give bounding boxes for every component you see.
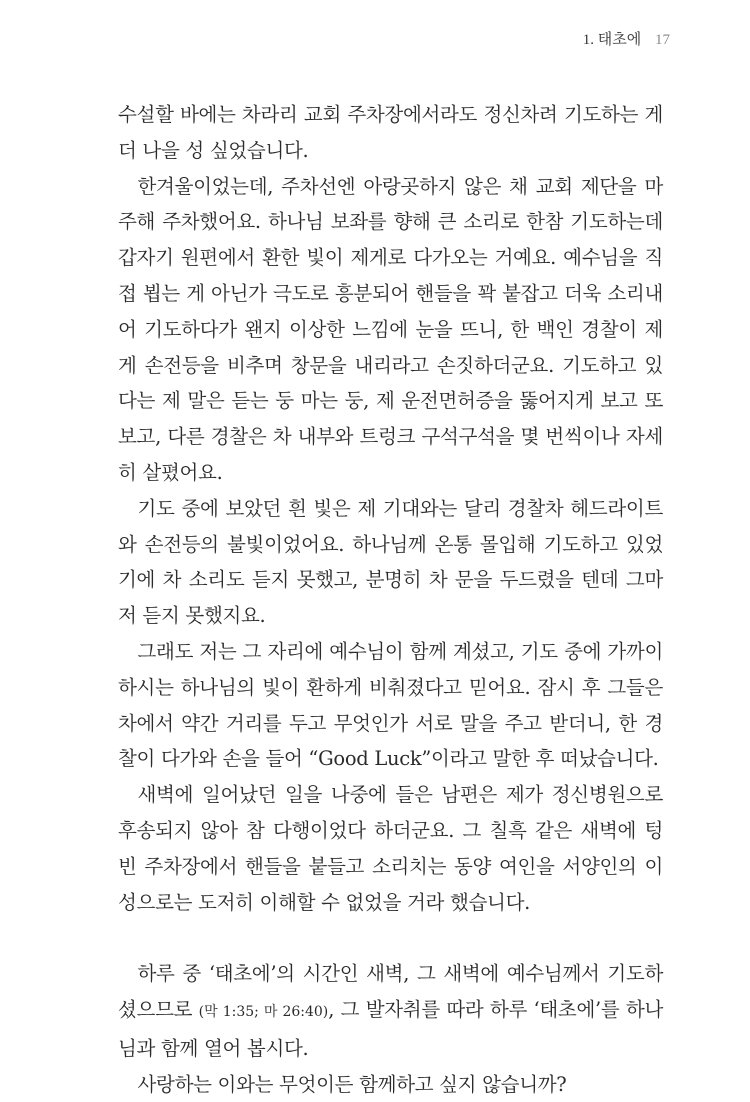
paragraph: 새벽에 일어났던 일을 나중에 들은 남편은 제가 정신병원으로 후송되지 않아 참 다행이었다 하더군요. 그 칠흑 같은 새벽에 텅 빈 주차장에서 핸들을 붙들고 소리치는 동양 여인을 서양인의 이성으로는 도저히 이해할 수 없었을 거라 했습니다.	[118, 783, 663, 914]
paragraph: 기도 중에 보았던 흰 빛은 제 기대와는 달리 경찰차 헤드라이트와 손전등의 불빛이었어요. 하나님께 온통 몰입해 기도하고 있었기에 차 소리도 듣지 못했고, 분명히 차 문을 두드렸을 텐데 그마저 듣지 못했지요.	[118, 496, 663, 628]
closing-question: 사랑하는 이와는 무엇이든 함께하고 싶지 않습니까?	[137, 1072, 567, 1096]
page-body	[118, 97, 663, 1102]
closing-text: , 그 발자취를 따라 하루 ‘태초에’를 하나님과 함께 열어 봅시다.	[118, 997, 664, 1060]
chapter-title: 1. 태초에	[582, 32, 642, 48]
paragraph: 그래도 저는 그 자리에 예수님이 함께 계셨고, 기도 중에 가까이 하시는 하나님의 빛이 환하게 비춰졌다고 믿어요. 잠시 후 그들은 차에서 약간 거리를 두고 무엇인가 서로 말을 주고 받더니, 한 경찰이 다가와 손을 들어 “Good Luck”이라고 말한 후 떠났습니다.	[118, 639, 663, 771]
paragraph: 한겨울이었는데, 주차선엔 아랑곳하지 않은 채 교회 제단을 마주해 주차했어요. 하나님 보좌를 향해 큰 소리로 한참 기도하는데 갑자기 원편에서 환한 빛이 제게로 다가오는 거예요. 예수님을 직접 뵙는 게 아닌가 극도로 흥분되어 핸들을 꽉 붙잡고 더욱 소리내어 기도하다가 왠지 이상한 느낌에 눈을 뜨니, 한 백인 경찰이 제게 손전등을 비추며 창문을 내리라고 손짓하더군요. 기도하고 있다는 제 말은 듣는 둥 마는 둥, 제 운전면허증을 뚫어지게 보고 또 보고, 다른 경찰은 차 내부와 트렁크 구석구석을 몇 번씩이나 자세히 살폈어요.	[118, 174, 663, 484]
closing-paragraph	[118, 956, 663, 1066]
running-header	[583, 28, 670, 49]
scripture-reference: (막 1:35; 마 26:40)	[198, 1003, 329, 1020]
closing-text: 하루 중 ‘태초에’의 시간인 새벽, 그 새벽에 예수님께서 기도하셨으므로	[118, 962, 663, 1021]
page-number: 17	[655, 32, 670, 48]
paragraph: 수설할 바에는 차라리 교회 주차장에서라도 정신차려 기도하는 게 더 나을 성 싶었습니다.	[118, 103, 663, 162]
